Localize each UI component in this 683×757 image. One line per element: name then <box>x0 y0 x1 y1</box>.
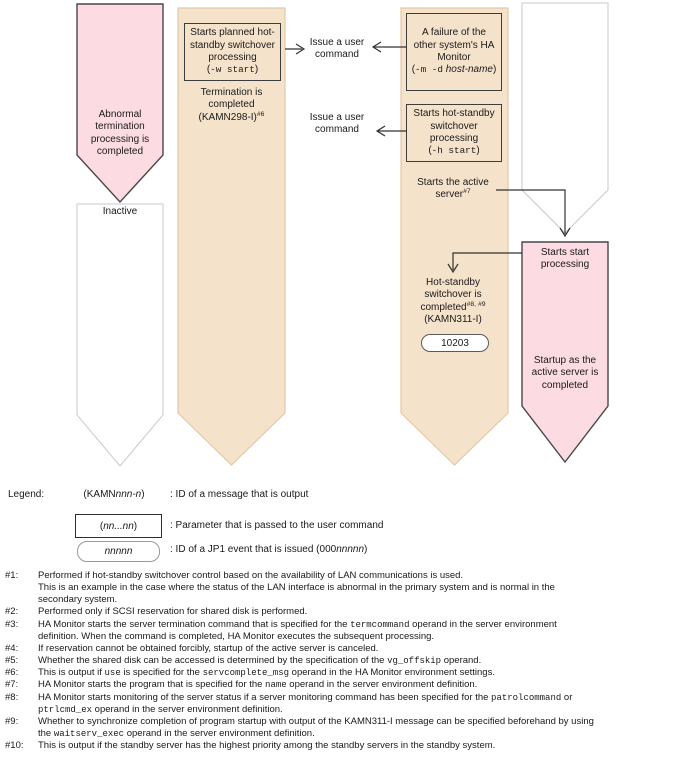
footnote-number: #8: <box>5 691 19 703</box>
legend-symbol-jp1-event-text: nnnnn <box>104 546 133 557</box>
footnote-text: HA Monitor starts the program that is specified for the name operand in the server environment definition. <box>38 679 478 691</box>
footnote-text: If reservation cannot be obtained forcibly, startup of the active server is canceled. <box>38 642 379 654</box>
footnote-number: #3: <box>5 618 19 630</box>
footnote-number: #5: <box>5 655 19 667</box>
label-starts-start-processing: Starts start processing <box>540 247 590 271</box>
legend-desc-message-id: : ID of a message that is output <box>170 489 309 500</box>
footnote-text: HA Monitor starts the server termination command that is specified for the termcommand operand in the server environment definition. When the command is completed, HA Monitor executes the subsequent processing. <box>38 618 557 642</box>
footnote-row <box>5 619 680 643</box>
label-inactive: Inactive <box>102 206 138 217</box>
footnote-row <box>5 606 680 618</box>
footnote-row <box>5 655 680 667</box>
label-issue-user-command-2: Issue a user command <box>309 112 365 136</box>
box-planned-switchover-text: Starts planned hot- standby switchover processing (-w start) <box>189 27 276 76</box>
label-startup-completed: Startup as the active server is completed <box>531 355 599 391</box>
pennant-white-inactive <box>77 204 163 466</box>
jp1-event-id-text: 10203 <box>441 337 469 349</box>
footnote-number: #9: <box>5 715 19 727</box>
pennant-pink-right <box>522 242 608 462</box>
footnote-row <box>5 570 680 606</box>
footnote-row <box>5 692 680 716</box>
label-issue-user-command-1: Issue a user command <box>309 37 365 61</box>
box-ha-monitor-failure-text: A failure of the other system's HA Monitor (-m -d host-name) <box>411 27 497 76</box>
footnote-text: Performed only if SCSI reservation for shared disk is performed. <box>38 606 308 618</box>
footnote-text: Whether to synchronize completion of program startup with output of the KAMN311-I message can be specified beforehand by using the waitserv_exec operand in the server environment definition. <box>38 715 594 740</box>
label-starts-active-server: Starts the active server$^{\#7}$ <box>417 177 489 201</box>
footnote-number: #1: <box>5 570 19 581</box>
footnote-row <box>5 679 680 691</box>
footnote-text: Whether the shared disk can be accessed is determined by the specification of the vg_offskip operand. <box>38 655 482 667</box>
footnote-text: This is output if the standby server has the highest priority among the standby servers in the standby system. <box>38 740 496 752</box>
box-hot-standby-switchover <box>406 104 502 162</box>
label-termination-completed: Termination is completed (KAMN298-I)$^{\#6}$ <box>198 87 265 123</box>
box-ha-monitor-failure <box>406 13 502 91</box>
legend-symbol-message-id: (KAMNnnn-n) <box>83 489 145 500</box>
footnote-row <box>5 643 680 655</box>
footnote-number: #6: <box>5 667 19 679</box>
footnotes <box>5 570 680 752</box>
footnote-text: Performed if hot-standby switchover control based on the availability of LAN communications is used. This is an example in the case where the status of the LAN interface is abnormal in the primary system and is normal in the secondary system. <box>38 570 555 606</box>
legend-desc-jp1-event: : ID of a JP1 event that is issued (000nnnnn) <box>170 544 368 555</box>
label-abnormal-termination: Abnormal termination processing is completed <box>90 109 150 158</box>
box-planned-switchover <box>184 23 281 81</box>
footnote-row <box>5 667 680 679</box>
legend-desc-parameter: : Parameter that is passed to the user command <box>170 520 384 531</box>
label-hot-standby-completed: Hot-standby switchover is completed$^{\#8, \#9}$ (KAMN311-I) <box>420 277 486 326</box>
footnote-row <box>5 716 680 740</box>
footnote-number: #4: <box>5 642 19 654</box>
footnote-number: #10: <box>5 740 24 752</box>
legend-symbol-parameter-text: (nn...nn) <box>99 520 138 532</box>
footnote-text: This is output if use is specified for the servcomplete_msg operand in the HA Monitor environment settings. <box>38 667 495 679</box>
box-hot-standby-switchover-text: Starts hot-standby switchover processing (-h start) <box>413 108 495 157</box>
legend-symbol-jp1-event-pill <box>77 541 160 562</box>
jp1-event-id-pill <box>421 334 489 352</box>
legend-title: Legend: <box>8 489 45 500</box>
legend-symbol-parameter-box <box>75 514 162 538</box>
footnote-text: HA Monitor starts monitoring of the server status if a server monitoring command has been specified for the patrolcommand or ptrlcmd_ex operand in the server environment definition. <box>38 691 573 715</box>
footnote-number: #7: <box>5 679 19 691</box>
footnote-row <box>5 740 680 752</box>
pennant-pink-left <box>77 4 163 202</box>
footnote-number: #2: <box>5 606 19 618</box>
